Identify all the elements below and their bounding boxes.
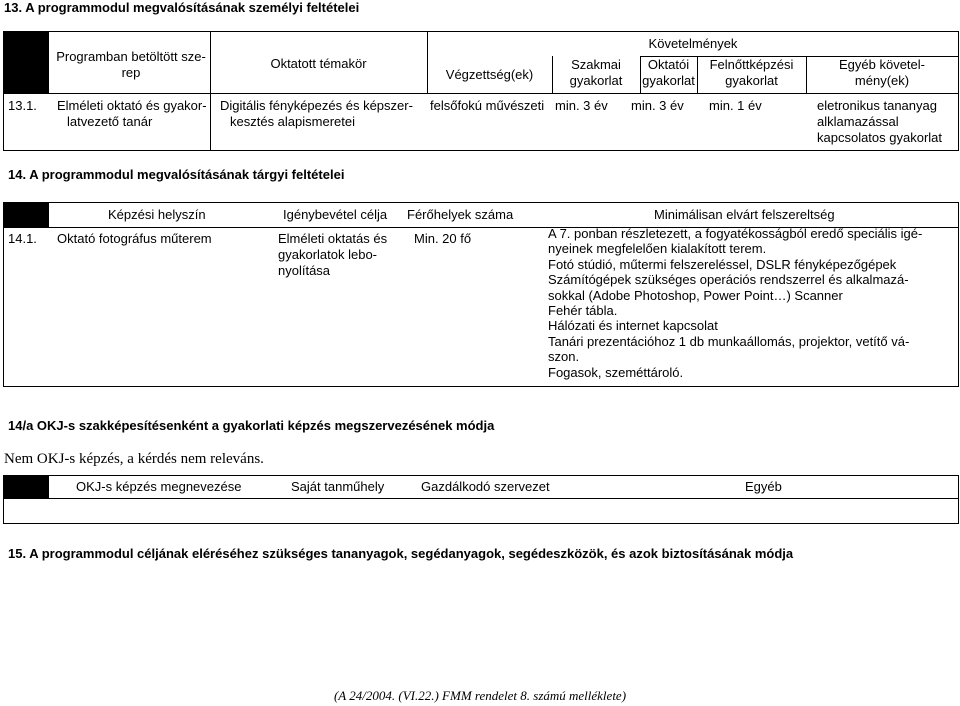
header-location: Képzési helyszín <box>108 207 206 222</box>
not-relevant-note: Nem OKJ-s képzés, a kérdés nem releváns. <box>4 451 264 467</box>
row-topic: Digitális fényképezés és képszer- kesztés alapismeretei <box>220 98 413 129</box>
header-professional: Szakmai gyakorlat <box>569 57 623 88</box>
row-role: Elméleti oktató és gyakor- latvezető tanár <box>57 98 207 129</box>
row-adult: min. 1 év <box>709 98 762 113</box>
table-corner-block <box>3 202 49 227</box>
header-purpose: Igénybevétel célja <box>283 207 388 222</box>
header-other: Egyéb <box>745 479 782 494</box>
header-requirements: Követelmények <box>648 36 738 51</box>
section-15-heading: 15. A programmodul céljának eléréséhez szükséges tananyagok, segédanyagok, segédeszközök, és azok biztosításának módja <box>8 546 794 561</box>
header-okj-name: OKJ-s képzés megnevezése <box>76 479 242 494</box>
header-company: Gazdálkodó szervezet <box>421 479 550 494</box>
header-equipment: Minimálisan elvárt felszereltség <box>654 207 835 222</box>
row-purpose: Elméleti oktatás és gyakorlatok lebo- nyolítása <box>278 231 388 278</box>
row-equipment: A 7. ponban részletezett, a fogyatékosságból eredő speciális igé- nyeinek megfelelően kialakított terem. Fotó stúdió, műtermi felszereléssel, DSLR fényképezőgépek Számítógépek szükséges operációs rendszerrel és alkalmazá- sokkal (Adobe Photoshop, Power Point…) Scanner Fehér tábla. Hálózati és internet kapcsolat Tanári prezentációhoz 1 db munkaállomás, projektor, vetítő vá- szon. Fogasok, szeméttároló. <box>548 226 923 380</box>
row-professional: min. 3 év <box>555 98 608 113</box>
row-education: felsőfokú művészeti <box>430 98 545 113</box>
header-topic: Oktatott témakör <box>270 56 367 71</box>
section-14-heading: 14. A programmodul megvalósításának tárgyi feltételei <box>8 167 345 182</box>
header-places: Férőhelyek száma <box>407 207 514 222</box>
section-14a-heading: 14/a OKJ-s szakképesítésenként a gyakorlati képzés megszervezésének módja <box>8 418 495 433</box>
row-teaching: min. 3 év <box>631 98 684 113</box>
table-corner-block <box>3 31 49 93</box>
row-number: 14.1. <box>8 231 37 246</box>
row-number: 13.1. <box>8 98 37 113</box>
header-adult: Felnőttképzési gyakorlat <box>709 57 794 88</box>
header-own-workshop: Saját tanműhely <box>291 479 385 494</box>
row-places: Min. 20 fő <box>414 231 472 246</box>
header-education: Végzettség(ek) <box>445 67 534 82</box>
section-13-heading: 13. A programmodul megvalósításának személyi feltételei <box>4 0 360 15</box>
table-corner-block <box>3 475 49 498</box>
row-other: eletronikus tananyag alklamazással kapcsolatos gyakorlat <box>817 98 943 145</box>
header-role: Programban betöltött sze- rep <box>56 49 206 80</box>
footer-note: (A 24/2004. (VI.22.) FMM rendelet 8. számú melléklete) <box>333 688 627 703</box>
header-other: Egyéb követel- mény(ek) <box>839 57 925 88</box>
row-location: Oktató fotográfus műterem <box>57 231 212 246</box>
header-teaching: Oktatói gyakorlat <box>642 57 695 88</box>
